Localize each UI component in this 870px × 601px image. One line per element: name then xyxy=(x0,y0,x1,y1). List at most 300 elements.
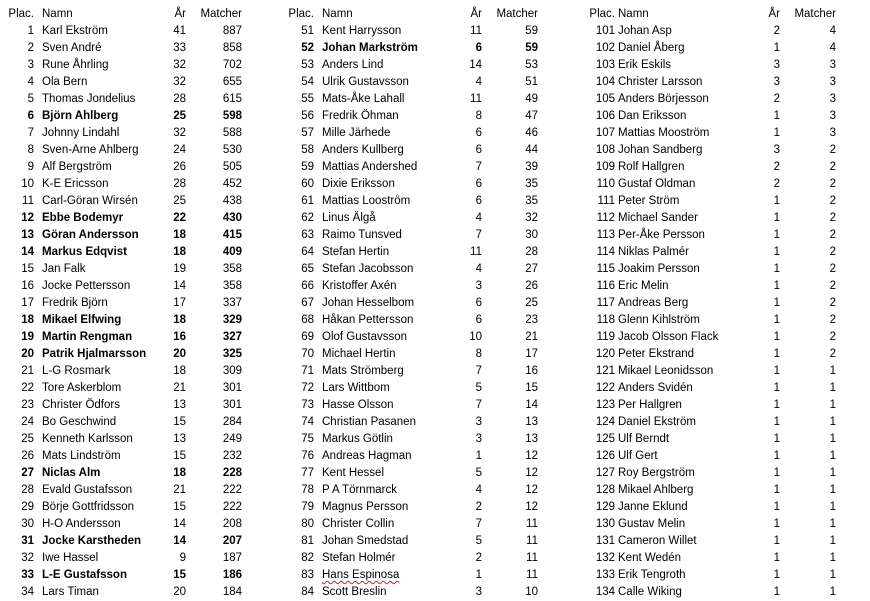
cell-name: Stefan Holmér xyxy=(322,552,396,564)
cell-place: 74 xyxy=(301,416,314,428)
cell-years: 4 xyxy=(475,484,482,496)
cell-matches: 27 xyxy=(525,263,538,275)
cell-place: 76 xyxy=(301,450,314,462)
cell-place: 17 xyxy=(21,297,34,309)
cell-name: Anders Börjesson xyxy=(618,93,709,105)
cell-years: 20 xyxy=(173,586,186,598)
cell-years: 28 xyxy=(173,93,186,105)
cell-name: Linus Älgå xyxy=(322,212,376,224)
cell-years: 32 xyxy=(173,127,186,139)
cell-name: Mattias Looström xyxy=(322,195,411,207)
cell-name: Joakim Persson xyxy=(618,263,700,275)
cell-place: 82 xyxy=(301,552,314,564)
cell-name: Stefan Hertin xyxy=(322,246,390,258)
cell-matches: 12 xyxy=(525,484,538,496)
cell-matches: 184 xyxy=(222,586,242,598)
cell-years: 6 xyxy=(475,178,482,190)
cell-years: 15 xyxy=(173,450,186,462)
cell-matches: 228 xyxy=(222,467,242,479)
cell-years: 6 xyxy=(475,42,482,54)
cell-place: 65 xyxy=(301,263,314,275)
cell-place: 106 xyxy=(595,110,615,122)
cell-place: 127 xyxy=(595,467,615,479)
cell-place: 125 xyxy=(595,433,615,445)
cell-name: Börje Gottfridsson xyxy=(42,501,135,513)
cell-place: 79 xyxy=(301,501,314,513)
cell-name: Jocke Pettersson xyxy=(42,280,131,292)
cell-matches: 3 xyxy=(829,59,836,71)
cell-place: 18 xyxy=(21,314,34,326)
cell-matches: 2 xyxy=(829,280,836,292)
cell-years: 15 xyxy=(173,416,186,428)
cell-years: 9 xyxy=(179,552,186,564)
cell-years: 7 xyxy=(475,161,482,173)
cell-name: Thomas Jondelius xyxy=(42,93,136,105)
cell-years: 1 xyxy=(773,586,780,598)
cell-matches: 59 xyxy=(525,42,538,54)
cell-years: 14 xyxy=(469,59,482,71)
cell-name: Mikael Ahlberg xyxy=(618,484,694,496)
cell-years: 11 xyxy=(470,25,482,37)
cell-matches: 16 xyxy=(525,365,538,377)
cell-years: 32 xyxy=(173,59,186,71)
cell-place: 62 xyxy=(301,212,314,224)
cell-place: 73 xyxy=(301,399,314,411)
cell-place: 34 xyxy=(21,586,34,598)
cell-name: Daniel Ekström xyxy=(618,416,696,428)
cell-years: 1 xyxy=(773,450,780,462)
cell-years: 15 xyxy=(173,569,186,581)
cell-years: 4 xyxy=(475,76,482,88)
cell-place: 28 xyxy=(21,484,34,496)
cell-place: 24 xyxy=(21,416,34,428)
cell-name: Markus Götlin xyxy=(322,433,393,445)
cell-matches: 887 xyxy=(222,25,242,37)
cell-years: 8 xyxy=(475,110,482,122)
cell-years: 3 xyxy=(773,76,780,88)
cell-name: Erik Eskils xyxy=(618,59,672,71)
cell-place: 84 xyxy=(301,586,314,598)
cell-years: 5 xyxy=(475,467,482,479)
cell-name: Christer Larsson xyxy=(618,76,703,88)
cell-place: 120 xyxy=(595,348,615,360)
cell-place: 33 xyxy=(21,569,34,581)
cell-place: 123 xyxy=(595,399,615,411)
cell-place: 121 xyxy=(595,365,615,377)
cell-years: 6 xyxy=(475,297,482,309)
cell-years: 19 xyxy=(173,263,186,275)
cell-matches: 702 xyxy=(222,59,242,71)
cell-place: 105 xyxy=(595,93,615,105)
cell-place: 124 xyxy=(595,416,615,428)
cell-name: Mattias Mooström xyxy=(618,127,710,139)
cell-place: 52 xyxy=(301,42,314,54)
cell-matches: 4 xyxy=(829,42,836,54)
cell-matches: 35 xyxy=(525,195,538,207)
cell-matches: 32 xyxy=(525,212,538,224)
cell-matches: 301 xyxy=(222,382,242,394)
cell-name: Johan Sandberg xyxy=(618,144,703,156)
cell-matches: 26 xyxy=(525,280,538,292)
cell-name: Peter Ström xyxy=(618,195,680,207)
cell-name: Bo Geschwind xyxy=(42,416,117,428)
cell-matches: 430 xyxy=(222,212,242,224)
cell-place: 132 xyxy=(595,552,615,564)
cell-place: 20 xyxy=(21,348,34,360)
cell-matches: 1 xyxy=(829,586,836,598)
cell-place: 64 xyxy=(301,246,314,258)
cell-years: 2 xyxy=(773,161,780,173)
cell-place: 51 xyxy=(301,25,314,37)
cell-place: 101 xyxy=(595,25,615,37)
cell-place: 80 xyxy=(301,518,314,530)
cell-matches: 1 xyxy=(829,399,836,411)
cell-place: 55 xyxy=(301,93,314,105)
cell-name: Andreas Berg xyxy=(618,297,689,309)
cell-matches: 186 xyxy=(222,569,242,581)
cell-name: Mattias Andershed xyxy=(322,161,418,173)
cell-years: 1 xyxy=(773,127,780,139)
cell-matches: 2 xyxy=(829,195,836,207)
cell-matches: 358 xyxy=(222,263,242,275)
cell-name: Janne Eklund xyxy=(618,501,688,513)
cell-matches: 598 xyxy=(222,110,242,122)
cell-years: 1 xyxy=(773,110,780,122)
cell-matches: 11 xyxy=(526,552,538,564)
cell-name: Christer Collin xyxy=(322,518,395,530)
cell-years: 18 xyxy=(173,365,186,377)
cell-years: 1 xyxy=(773,195,780,207)
cell-place: 14 xyxy=(21,246,34,258)
cell-place: 16 xyxy=(21,280,34,292)
cell-matches: 12 xyxy=(525,467,538,479)
cell-place: 133 xyxy=(595,569,615,581)
cell-years: 1 xyxy=(773,433,780,445)
cell-place: 134 xyxy=(595,586,615,598)
cell-name: Martin Rengman xyxy=(42,331,133,343)
cell-years: 6 xyxy=(475,195,482,207)
cell-matches: 11 xyxy=(526,535,538,547)
cell-name: Christian Pasanen xyxy=(322,416,416,428)
cell-matches: 858 xyxy=(222,42,242,54)
cell-matches: 207 xyxy=(222,535,242,547)
cell-matches: 222 xyxy=(222,484,242,496)
cell-matches: 51 xyxy=(525,76,538,88)
cell-place: 9 xyxy=(27,161,34,173)
cell-years: 18 xyxy=(173,314,186,326)
header-place: Plac. xyxy=(8,8,34,20)
cell-years: 25 xyxy=(173,110,186,122)
cell-years: 2 xyxy=(475,552,482,564)
cell-matches: 325 xyxy=(222,348,242,360)
cell-place: 107 xyxy=(595,127,615,139)
cell-years: 1 xyxy=(475,450,482,462)
cell-years: 24 xyxy=(173,144,186,156)
cell-name: Raimo Tunsved xyxy=(322,229,402,241)
cell-place: 21 xyxy=(21,365,34,377)
cell-years: 15 xyxy=(173,501,186,513)
cell-name: Karl Ekström xyxy=(42,25,108,37)
cell-place: 2 xyxy=(27,42,34,54)
cell-name: Johan Markström xyxy=(322,42,418,54)
cell-place: 6 xyxy=(27,110,34,122)
cell-years: 22 xyxy=(173,212,186,224)
cell-name: Dan Eriksson xyxy=(618,110,687,122)
cell-name: Mats Strömberg xyxy=(322,365,404,377)
cell-name: Hasse Olsson xyxy=(322,399,394,411)
cell-matches: 46 xyxy=(525,127,538,139)
cell-years: 2 xyxy=(773,178,780,190)
cell-matches: 655 xyxy=(222,76,242,88)
cell-matches: 3 xyxy=(829,93,836,105)
cell-place: 10 xyxy=(21,178,34,190)
cell-name: Lars Timan xyxy=(42,586,99,598)
cell-matches: 301 xyxy=(222,399,242,411)
cell-matches: 284 xyxy=(222,416,242,428)
cell-name: Björn Ahlberg xyxy=(42,110,119,122)
cell-years: 1 xyxy=(773,297,780,309)
cell-place: 108 xyxy=(595,144,615,156)
cell-years: 1 xyxy=(773,501,780,513)
cell-place: 4 xyxy=(27,76,34,88)
cell-name: Peter Ekstrand xyxy=(618,348,695,360)
header-matches: Matcher xyxy=(496,8,538,20)
cell-place: 110 xyxy=(596,178,615,190)
cell-place: 71 xyxy=(301,365,314,377)
cell-name: Rolf Hallgren xyxy=(618,161,685,173)
cell-years: 6 xyxy=(475,127,482,139)
cell-matches: 1 xyxy=(829,552,836,564)
cell-place: 75 xyxy=(301,433,314,445)
cell-name: Lars Wittbom xyxy=(322,382,390,394)
cell-name: Andreas Hagman xyxy=(322,450,412,462)
cell-place: 77 xyxy=(301,467,314,479)
cell-name: Patrik Hjalmarsson xyxy=(42,348,147,360)
cell-years: 1 xyxy=(475,569,482,581)
cell-matches: 11 xyxy=(526,569,538,581)
cell-matches: 1 xyxy=(829,569,836,581)
cell-place: 61 xyxy=(301,195,314,207)
cell-matches: 39 xyxy=(525,161,538,173)
cell-matches: 30 xyxy=(525,229,538,241)
header-name: Namn xyxy=(322,8,353,20)
cell-name: Göran Andersson xyxy=(42,229,139,241)
cell-years: 11 xyxy=(470,93,482,105)
cell-years: 3 xyxy=(475,433,482,445)
header-name: Namn xyxy=(618,8,649,20)
cell-years: 1 xyxy=(773,518,780,530)
cell-years: 1 xyxy=(773,314,780,326)
cell-years: 1 xyxy=(773,535,780,547)
cell-name: Michael Hertin xyxy=(322,348,396,360)
cell-place: 109 xyxy=(595,161,615,173)
cell-matches: 2 xyxy=(829,297,836,309)
cell-name: Rune Åhrling xyxy=(42,59,109,71)
cell-name: Stefan Jacobsson xyxy=(322,263,414,275)
cell-matches: 2 xyxy=(829,144,836,156)
cell-years: 1 xyxy=(773,280,780,292)
cell-name: Ulf Gert xyxy=(618,450,658,462)
cell-matches: 409 xyxy=(222,246,242,258)
cell-years: 14 xyxy=(173,280,186,292)
cell-name: Mats-Åke Lahall xyxy=(322,93,405,105)
cell-matches: 530 xyxy=(222,144,242,156)
cell-place: 118 xyxy=(596,314,615,326)
cell-matches: 2 xyxy=(829,263,836,275)
cell-name: L-G Rosmark xyxy=(42,365,111,377)
cell-name: Calle Wiking xyxy=(618,586,682,598)
cell-years: 5 xyxy=(475,535,482,547)
cell-years: 1 xyxy=(773,331,780,343)
cell-matches: 28 xyxy=(525,246,538,258)
cell-name: Anders Kullberg xyxy=(322,144,404,156)
cell-name: Fredrik Björn xyxy=(42,297,108,309)
cell-matches: 53 xyxy=(525,59,538,71)
cell-years: 1 xyxy=(773,348,780,360)
cell-years: 10 xyxy=(469,331,482,343)
cell-place: 81 xyxy=(301,535,314,547)
cell-name: Niclas Alm xyxy=(42,467,101,479)
cell-years: 1 xyxy=(773,42,780,54)
cell-name: Ebbe Bodemyr xyxy=(42,212,124,224)
cell-place: 68 xyxy=(301,314,314,326)
cell-name: Sven André xyxy=(42,42,102,54)
cell-place: 22 xyxy=(21,382,34,394)
cell-years: 16 xyxy=(173,331,186,343)
cell-years: 7 xyxy=(475,518,482,530)
cell-name: Johnny Lindahl xyxy=(42,127,120,139)
cell-place: 111 xyxy=(597,195,615,207)
cell-name: Michael Sander xyxy=(618,212,698,224)
header-years: År xyxy=(174,8,186,20)
cell-years: 8 xyxy=(475,348,482,360)
cell-name: Mille Järhede xyxy=(322,127,391,139)
cell-place: 130 xyxy=(595,518,615,530)
cell-place: 54 xyxy=(301,76,314,88)
cell-matches: 13 xyxy=(525,416,538,428)
cell-years: 1 xyxy=(773,467,780,479)
cell-place: 78 xyxy=(301,484,314,496)
cell-name: Eric Melin xyxy=(618,280,669,292)
cell-name: Evald Gustafsson xyxy=(42,484,133,496)
cell-place: 113 xyxy=(596,229,615,241)
cell-years: 2 xyxy=(475,501,482,513)
cell-matches: 1 xyxy=(829,416,836,428)
cell-years: 1 xyxy=(773,416,780,428)
cell-matches: 21 xyxy=(525,331,538,343)
cell-place: 25 xyxy=(21,433,34,445)
cell-place: 53 xyxy=(301,59,314,71)
cell-name: L-E Gustafsson xyxy=(42,569,127,581)
cell-years: 2 xyxy=(773,25,780,37)
cell-place: 23 xyxy=(21,399,34,411)
cell-matches: 438 xyxy=(222,195,242,207)
cell-years: 3 xyxy=(475,416,482,428)
cell-place: 57 xyxy=(301,127,314,139)
cell-place: 70 xyxy=(301,348,314,360)
cell-years: 4 xyxy=(475,212,482,224)
cell-years: 17 xyxy=(173,297,186,309)
cell-years: 26 xyxy=(173,161,186,173)
cell-years: 41 xyxy=(173,25,186,37)
cell-name: Kent Wedén xyxy=(618,552,682,564)
cell-name: Mikael Elfwing xyxy=(42,314,122,326)
cell-matches: 1 xyxy=(829,501,836,513)
cell-name: Gustav Melin xyxy=(618,518,686,530)
cell-place: 58 xyxy=(301,144,314,156)
cell-name: Glenn Kihlström xyxy=(618,314,700,326)
cell-matches: 2 xyxy=(829,331,836,343)
cell-years: 25 xyxy=(173,195,186,207)
cell-years: 7 xyxy=(475,399,482,411)
cell-place: 83 xyxy=(301,569,314,581)
cell-matches: 3 xyxy=(829,110,836,122)
cell-matches: 505 xyxy=(222,161,242,173)
cell-name: Tore Askerblom xyxy=(42,382,122,394)
cell-years: 33 xyxy=(173,42,186,54)
cell-name: Scott Breslin xyxy=(322,586,387,598)
cell-matches: 44 xyxy=(525,144,538,156)
cell-place: 126 xyxy=(595,450,615,462)
cell-place: 29 xyxy=(21,501,34,513)
cell-place: 15 xyxy=(21,263,34,275)
cell-matches: 615 xyxy=(222,93,242,105)
cell-years: 2 xyxy=(773,93,780,105)
cell-matches: 1 xyxy=(829,535,836,547)
cell-place: 32 xyxy=(21,552,34,564)
cell-name: Gustaf Oldman xyxy=(618,178,696,190)
cell-matches: 232 xyxy=(222,450,242,462)
cell-matches: 415 xyxy=(222,229,242,241)
cell-name: Cameron Willet xyxy=(618,535,697,547)
cell-matches: 2 xyxy=(829,212,836,224)
cell-years: 18 xyxy=(173,246,186,258)
cell-place: 128 xyxy=(595,484,615,496)
cell-years: 1 xyxy=(773,229,780,241)
cell-name: Ulrik Gustavsson xyxy=(322,76,409,88)
cell-place: 131 xyxy=(595,535,615,547)
cell-matches: 1 xyxy=(829,467,836,479)
cell-matches: 1 xyxy=(829,450,836,462)
cell-place: 103 xyxy=(595,59,615,71)
cell-years: 3 xyxy=(773,59,780,71)
cell-place: 114 xyxy=(596,246,615,258)
cell-name: Magnus Persson xyxy=(322,501,409,513)
cell-name: H-O Andersson xyxy=(42,518,121,530)
cell-matches: 3 xyxy=(829,127,836,139)
cell-years: 1 xyxy=(773,246,780,258)
cell-matches: 59 xyxy=(525,25,538,37)
cell-years: 6 xyxy=(475,144,482,156)
cell-years: 7 xyxy=(475,229,482,241)
cell-matches: 25 xyxy=(525,297,538,309)
cell-matches: 14 xyxy=(525,399,538,411)
cell-years: 1 xyxy=(773,263,780,275)
header-matches: Matcher xyxy=(200,8,242,20)
cell-place: 69 xyxy=(301,331,314,343)
cell-years: 20 xyxy=(173,348,186,360)
cell-years: 18 xyxy=(173,229,186,241)
cell-matches: 17 xyxy=(525,348,538,360)
cell-years: 32 xyxy=(173,76,186,88)
cell-place: 30 xyxy=(21,518,34,530)
cell-name: Olof Gustavsson xyxy=(322,331,408,343)
cell-place: 59 xyxy=(301,161,314,173)
cell-name: Christer Ödfors xyxy=(42,399,120,411)
cell-years: 1 xyxy=(773,399,780,411)
cell-place: 102 xyxy=(595,42,615,54)
cell-place: 72 xyxy=(301,382,314,394)
